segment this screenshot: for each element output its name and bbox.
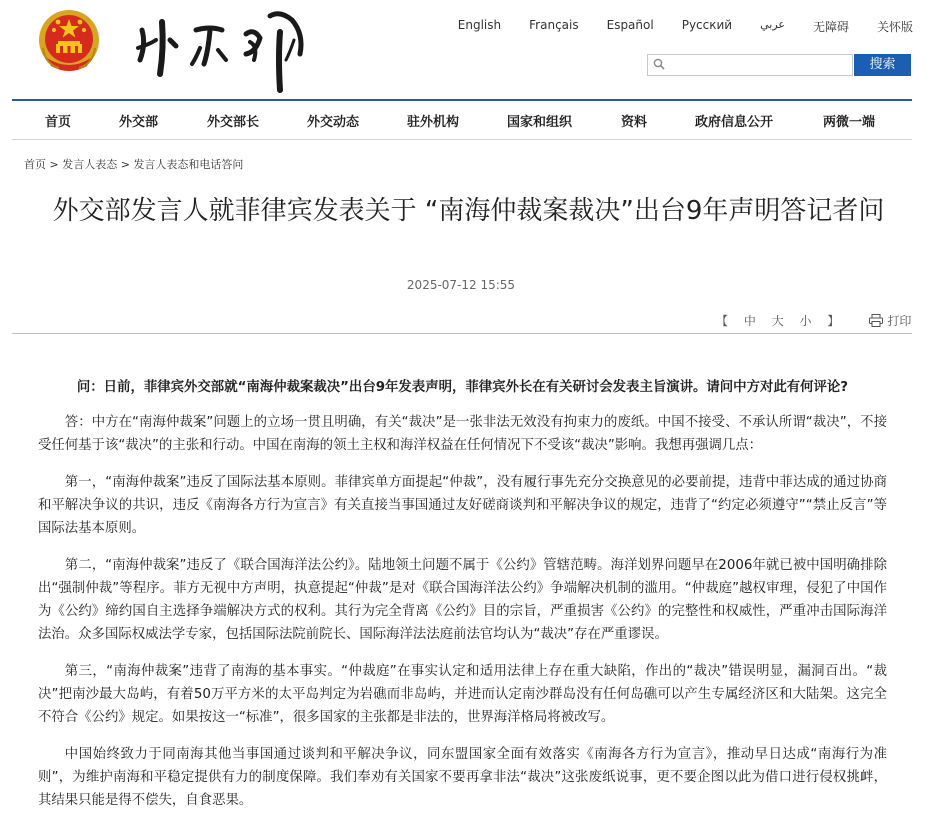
nav-item-news[interactable]: 外交动态 <box>307 115 360 130</box>
question-paragraph: 问：日前，菲律宾外交部就“南海仲裁案裁决”出台9年发表声明，菲律宾外长在有关研讨会发表主旨演讲。请问中方对此有何评论? <box>76 380 849 395</box>
nav-item-missions[interactable]: 驻外机构 <box>407 115 460 130</box>
search-button[interactable]: 搜索 <box>854 54 911 76</box>
print-button[interactable] <box>869 312 911 329</box>
font-size-bracket-open: 【 <box>716 314 731 328</box>
answer-paragraph: 第二，“南海仲裁案”违反了《联合国海洋法公约》。陆地领土问题不属于《公约》管辖范畴。海洋划界问题早在2006年就已被中国明确排除出“强制仲裁”等程序。菲方无视中方声明，执意提起“仲裁”是对《联合国海洋法公约》争端解决机制的滥用。“仲裁庭”越权审理，侵犯了中国作为《公约》缔约国自主选择争端解决方式的权利。其行为完全背离《公约》目的宗旨，严重损害《公约》的完整性和权威性，严重冲击国际海洋法治。众多国际权威法学专家，包括国际法院前院长、国际海洋法法庭前法官均认为“裁决”存在严重谬误。 <box>38 558 887 642</box>
content-divider <box>12 333 912 334</box>
answer-paragraph: 第一，“南海仲裁案”违反了国际法基本原则。菲律宾单方面提起“仲裁”，没有履行事先充分交换意见的必要前提，违背中菲达成的通过协商和平解决争议的共识，违反《南海各方行为宣言》有关直接当事国通过友好磋商谈判和平解决争议的规定，违背了“约定必须遵守”“禁止反言”等国际法基本原则。 <box>38 475 887 536</box>
font-size-large-button[interactable]: 中 <box>743 314 758 328</box>
article-date: 2025-07-12 15:55 <box>406 278 516 292</box>
national-emblem-icon[interactable] <box>37 8 101 76</box>
breadcrumb-separator: > <box>49 158 59 171</box>
breadcrumb-current[interactable]: 发言人表态和电话答问 <box>133 158 244 171</box>
article-title: 外交部发言人就菲律宾发表关于 “南海仲裁案裁决”出台9年声明答记者问 <box>52 196 885 226</box>
lang-link-spanish[interactable]: Español <box>606 18 654 32</box>
search-icon <box>653 58 665 70</box>
printer-icon <box>869 314 883 327</box>
breadcrumb <box>24 156 243 172</box>
lang-link-russian[interactable]: Русский <box>681 18 733 32</box>
language-links <box>458 18 913 35</box>
font-size-medium-button[interactable]: 大 <box>771 314 786 328</box>
article-body <box>38 376 887 826</box>
font-size-small-button[interactable]: 小 <box>799 314 814 328</box>
search-box <box>647 54 853 76</box>
nav-item-gov-info[interactable]: 政府信息公开 <box>695 115 774 130</box>
mfa-calligraphy-logo[interactable] <box>130 4 320 94</box>
font-size-selector <box>712 312 845 329</box>
font-size-bracket-close: 】 <box>827 314 842 328</box>
breadcrumb-spokesperson[interactable]: 发言人表态 <box>62 158 118 171</box>
breadcrumb-home[interactable]: 首页 <box>24 158 46 171</box>
nav-item-resources[interactable]: 资料 <box>621 115 648 130</box>
accessibility-link[interactable]: 无障碍 <box>812 20 849 34</box>
lang-link-english[interactable]: English <box>457 18 502 32</box>
nav-item-minister[interactable]: 外交部长 <box>207 115 260 130</box>
search-input[interactable] <box>670 57 852 75</box>
answer-paragraph: 中国始终致力于同南海其他当事国通过谈判和平解决争议，同东盟国家全面有效落实《南海各方行为宣言》，推动早日达成“南海行为准则”，为维护南海和平稳定提供有力的制度保障。我们奉劝有关国家不要再拿非法“裁决”这张废纸说事，更不要企图以此为借口进行侵权挑衅，其结果只能是得不偿失，自食恶果。 <box>38 747 887 808</box>
article-tools <box>712 312 911 329</box>
answer-paragraph: 答：中方在“南海仲裁案”问题上的立场一贯且明确，有关“裁决”是一张非法无效没有拘束力的废纸。中国不接受、不承认所谓“裁决”，不接受任何基于该“裁决”的主张和行动。中国在南海的领土主权和海洋权益在任何情况下不受该“裁决”影响。我想再强调几点： <box>38 415 887 453</box>
lang-link-arabic[interactable]: عربي <box>760 18 785 31</box>
nav-item-countries[interactable]: 国家和组织 <box>507 115 573 130</box>
nav-item-social[interactable]: 两微一端 <box>823 115 876 130</box>
nav-item-home[interactable]: 首页 <box>45 115 72 130</box>
breadcrumb-separator: > <box>120 158 130 171</box>
print-label: 打印 <box>887 314 912 328</box>
nav-item-ministry[interactable]: 外交部 <box>119 115 159 130</box>
care-mode-link[interactable]: 关怀版 <box>876 20 913 34</box>
main-nav <box>12 101 912 140</box>
lang-link-french[interactable]: Français <box>529 18 579 32</box>
answer-paragraph: 第三，“南海仲裁案”违背了南海的基本事实。“仲裁庭”在事实认定和适用法律上存在重大缺陷，作出的“裁决”错误明显，漏洞百出。“裁决”把南沙最大岛屿，有着50万平方米的太平岛判定为岩礁而非岛屿，并进而认定南沙群岛没有任何岛礁可以产生专属经济区和大陆架。这完全不符合《公约》规定。如果按这一“标准”，很多国家的主张都是非法的，世界海洋格局将被改写。 <box>38 664 887 725</box>
